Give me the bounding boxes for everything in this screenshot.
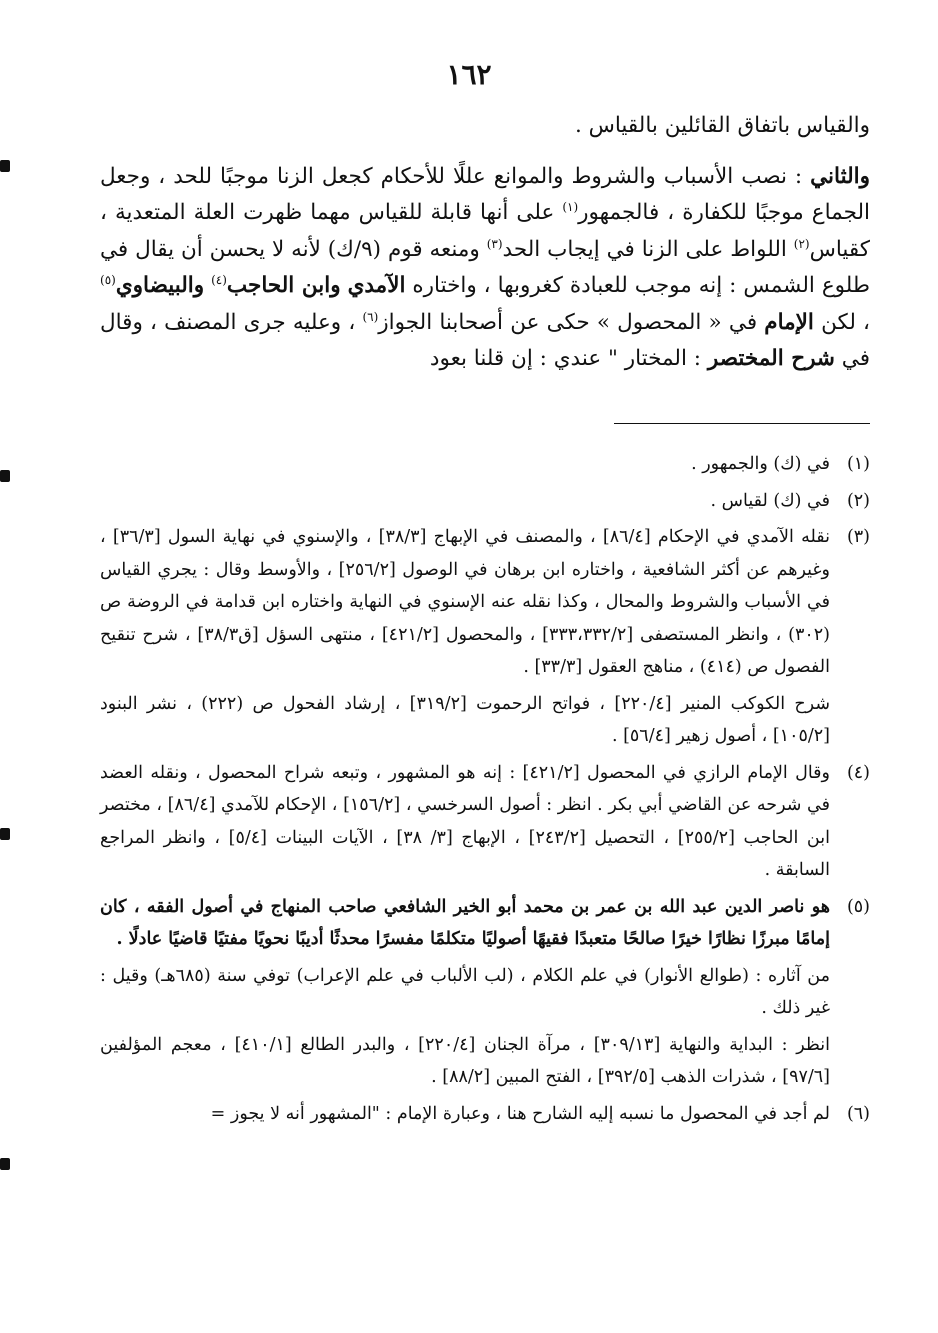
footnotes <box>100 448 870 1134</box>
scan-edge-mark <box>0 160 10 172</box>
footnote-ref-4: (٤) <box>211 272 227 287</box>
footnote-number: (٤) <box>846 762 870 783</box>
section-lead: والثاني <box>810 163 870 189</box>
footnote-1 <box>100 448 870 481</box>
paragraph-2: والثاني : نصب الأسباب والشروط والموانع عللًا للأحكام كجعل الزنا موجبًا للحد ، وجعل الجماع موجبًا للكفارة ، فالجمهور$^{(١)}$ على أنها قابلة للقياس مهما ظهرت العلة المتعدية ، كقياس$^{(٢)}$ اللواط على الزنا في إيجاب الحد$^{(٣)}$ ومنعه قوم (٩/ك) لأنه لا يحسن أن يقال في طلوع الشمس : إنه موجب للعبادة كغروبها ، واختاره الآمدي وابن الحاجب$^{(٤)}$ والبيضاوي$^{(٥)}$ ، لكن الإمام في « المحصول » حكى عن أصحابنا الجواز$^{(٦)}$ ، وعليه جرى المصنف ، وقال في شرح المختصر : المختار " عندي : إن قلنا بعود <box>100 163 870 371</box>
name-baydawi: والبيضاوي <box>115 273 205 298</box>
main-text <box>100 108 870 378</box>
footnote-number: (٥) <box>846 896 870 917</box>
name-ibn-hajib: وابن الحاجب <box>226 273 341 298</box>
footnote-text: في (ك) لقياس . <box>710 490 830 511</box>
footnote-number: (٣) <box>846 527 870 547</box>
paragraph-1: والقياس باتفاق القائلين بالقياس . <box>574 113 870 138</box>
footnote-text: نقله الآمدي في الإحكام [٨٦/٤] ، والمصنف في الإبهاج [٣٨/٣] ، والإسنوي في نهاية السول [٣٦/٣] ، وغيرهم عن أكثر الشافعية ، واختاره ابن برهان في الوصول [٢٥٦/٢] ، والأوسط وقال : يجري القياس في الأسباب والشروط والمحال ، وكذا نقله عنه الإسنوي في النهاية واختاره ابن قدامة في الروضة ص (٣٠٢) ، وانظر المستصفى [٣٣٣،٣٣٢/٢] ، والمحصول [٤٢١/٢] ، منتهى السؤل [ق٣٨/٣] ، شرح تنقيح الفصول ص (٤١٤) ، مناهج العقول [٣٣/٣] . <box>100 527 830 677</box>
footnote-3 <box>100 521 870 684</box>
footnote-number: (١) <box>846 454 870 474</box>
footnote-5 <box>100 891 870 956</box>
footnote-ref-6: (٦) <box>362 309 379 324</box>
name-amidi: الآمدي <box>347 273 406 298</box>
footnote-separator <box>614 423 870 424</box>
book-title-sharh: شرح المختصر <box>707 346 835 371</box>
footnote-number: (٢) <box>846 490 870 511</box>
scan-edge-mark <box>0 1158 10 1170</box>
footnote-ref-3: (٣) <box>486 236 503 251</box>
paragraph-gap <box>100 145 870 159</box>
footnote-text: لم أجد في المحصول ما نسبه إليه الشارح هنا ، وعبارة الإمام : "المشهور أنه لا يجوز = <box>210 1103 830 1124</box>
footnote-5-sources: انظر : البداية والنهاية [٣٠٩/١٣] ، مرآة الجنان [٢٢٠/٤] ، والبدر الطالع [٤١٠/١] ، معجم المؤلفين [٩٧/٦] ، شذرات الذهب [٣٩٢/٥] ، الفتح المبين [٨٨/٢] . <box>100 1034 830 1087</box>
scan-edge-mark <box>0 828 10 840</box>
name-imam: الإمام <box>764 309 814 335</box>
scan-edge-mark <box>0 470 10 482</box>
footnote-number: (٦) <box>846 1103 870 1124</box>
page-number: ١٦٢ <box>446 58 492 91</box>
footnote-ref-1: (١) <box>562 199 579 214</box>
footnote-text: في (ك) والجمهور . <box>691 454 830 474</box>
footnote-5-works: من آثاره : (طوالع الأنوار) في علم الكلام ، (لب الألباب في علم الإعراب) توفي سنة (٦٨٥هـ) وقيل : غير ذلك . <box>100 965 830 1018</box>
footnote-2 <box>100 485 870 518</box>
footnote-text: وقال الإمام الرازي في المحصول [٤٢١/٢] : إنه هو المشهور ، وتبعه شراح المحصول ، ونقله العضد في شرحه عن القاضي أبي بكر . انظر : أصول السرخسي ، [١٥٦/٢] ، الإحكام للآمدي [٨٦/٤] ، مختصر ابن الحاجب [٢٥٥/٢] ، التحصيل [٢٤٣/٢] ، الإبهاج [٣/ ٣٨] ، الآيات البينات [٥/٤] ، وانظر المراجع السابقة . <box>100 762 830 880</box>
footnote-ref-2: (٢) <box>793 236 810 251</box>
footnote-text: هو ناصر الدين عبد الله بن عمر بن محمد أبو الخير الشافعي صاحب المنهاج في أصول الفقه ، كان إمامًا مبرزًا نظارًا خيرًا صالحًا متعبدًا فقيهًا أصوليًا متكلمًا مفسرًا محدثًا أديبًا نحويًا مفتيًا قاضيًا عادلًا . <box>100 896 830 949</box>
footnote-ref-5: (٥) <box>100 272 116 287</box>
footnote-4 <box>100 757 870 887</box>
footnote-3-continuation: شرح الكوكب المنير [٢٢٠/٤] ، فواتح الرحموت [٣١٩/٢] ، إرشاد الفحول ص (٢٢٢) ، نشر البنود [١٠٥/٢] ، أصول زهير [٥٦/٤] . <box>100 693 830 746</box>
footnote-6 <box>100 1098 870 1131</box>
